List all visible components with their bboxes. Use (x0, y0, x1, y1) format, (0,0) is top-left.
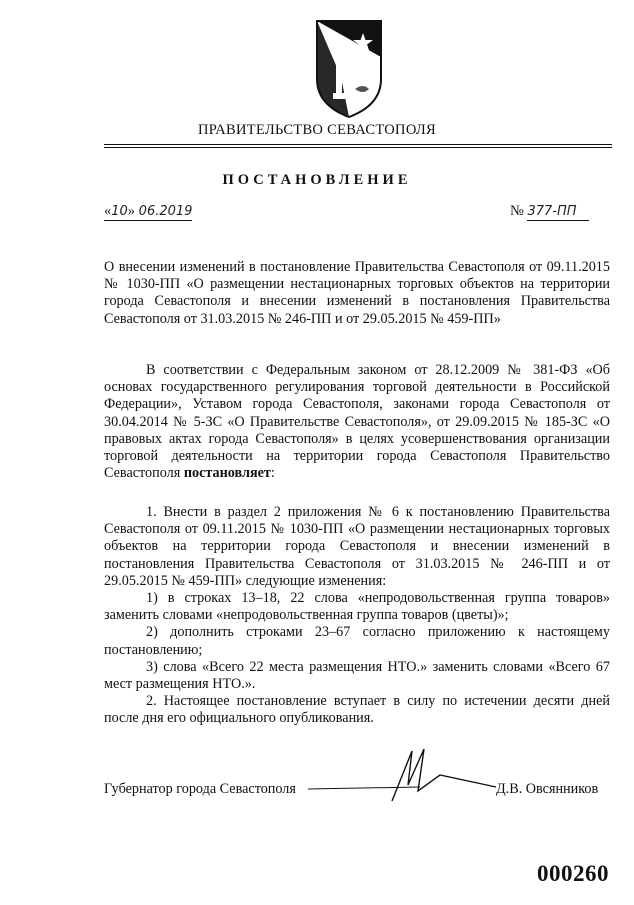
date-month-year: 06.2019 (138, 204, 193, 219)
item-1-1: 1) в строках 13–18, 22 слова «непродовольственная группа товаров» заменить словами «непродовольственная группа товаров (цветы)»; (104, 590, 610, 624)
handwritten-signature (300, 745, 500, 805)
document-number (510, 203, 589, 221)
signer-name: Д.В. Овсянников (496, 781, 599, 797)
document-type: ПОСТАНОВЛЕНИЕ (222, 172, 412, 188)
number-prefix: № (510, 203, 524, 219)
item-1: 1. Внести в раздел 2 приложения № 6 к постановлению Правительства Севастополя от 09.11.2015 № 1030-ПП «О размещении нестационарных торговых объектов на территории города Севастополя и внесении изменений в постановления Правительства Севастополя от 31.03.2015 № 246-ПП и от 29.05.2015 № 459-ПП» следующие изменения: (104, 504, 610, 589)
decree-items (104, 504, 610, 728)
date-day: 10 (111, 204, 128, 219)
serial-number: 000260 (537, 861, 609, 886)
document-subject: О внесении изменений в постановление Правительства Севастополя от 09.11.2015 № 1030-ПП «О размещении нестационарных торговых объектов на территории города Севастополя и внесении изменений в постановления Правительства Севастополя от 31.03.2015 № 246-ПП и от 29.05.2015 № 459-ПП» (104, 259, 610, 327)
document-date (104, 203, 192, 221)
preamble-decree-word: постановляет (183, 465, 271, 482)
preamble-end: : (270, 465, 275, 482)
item-1-2: 2) дополнить строками 23–67 согласно приложению к настоящему постановлению; (104, 624, 610, 658)
signer-title: Губернатор города Севастополя (104, 781, 296, 797)
sevastopol-coat-of-arms (311, 17, 387, 119)
header-rule (104, 147, 612, 148)
date-close-quote: » (127, 203, 136, 219)
header-rule (104, 144, 612, 145)
number-value: 377-ПП (527, 204, 577, 219)
item-2: 2. Настоящее постановление вступает в силу по истечении десяти дней после дня его официального опубликования. (104, 693, 610, 727)
preamble-text: В соответствии с Федеральным законом от 28.12.2009 № 381-ФЗ «Об основах государственного регулирования торговой деятельности в Российской Федерации», Уставом города Севастополя, законами города Севастополя от 30.04.2014 № 5-ЗС «О Правительстве Севастополя», от 29.09.2015 № 185-ЗС «О правовых актах города Севастополя» в целях усовершенствования организации торговой деятельности на территории города Севастополя Правительство Севастополя (104, 362, 610, 482)
item-1-3: 3) слова «Всего 22 места размещения НТО.» заменить словами «Всего 67 мест размещения НТО.». (104, 658, 610, 693)
date-open-quote: « (104, 203, 112, 219)
preamble (104, 362, 610, 482)
government-name: ПРАВИТЕЛЬСТВО СЕВАСТОПОЛЯ (198, 122, 436, 138)
